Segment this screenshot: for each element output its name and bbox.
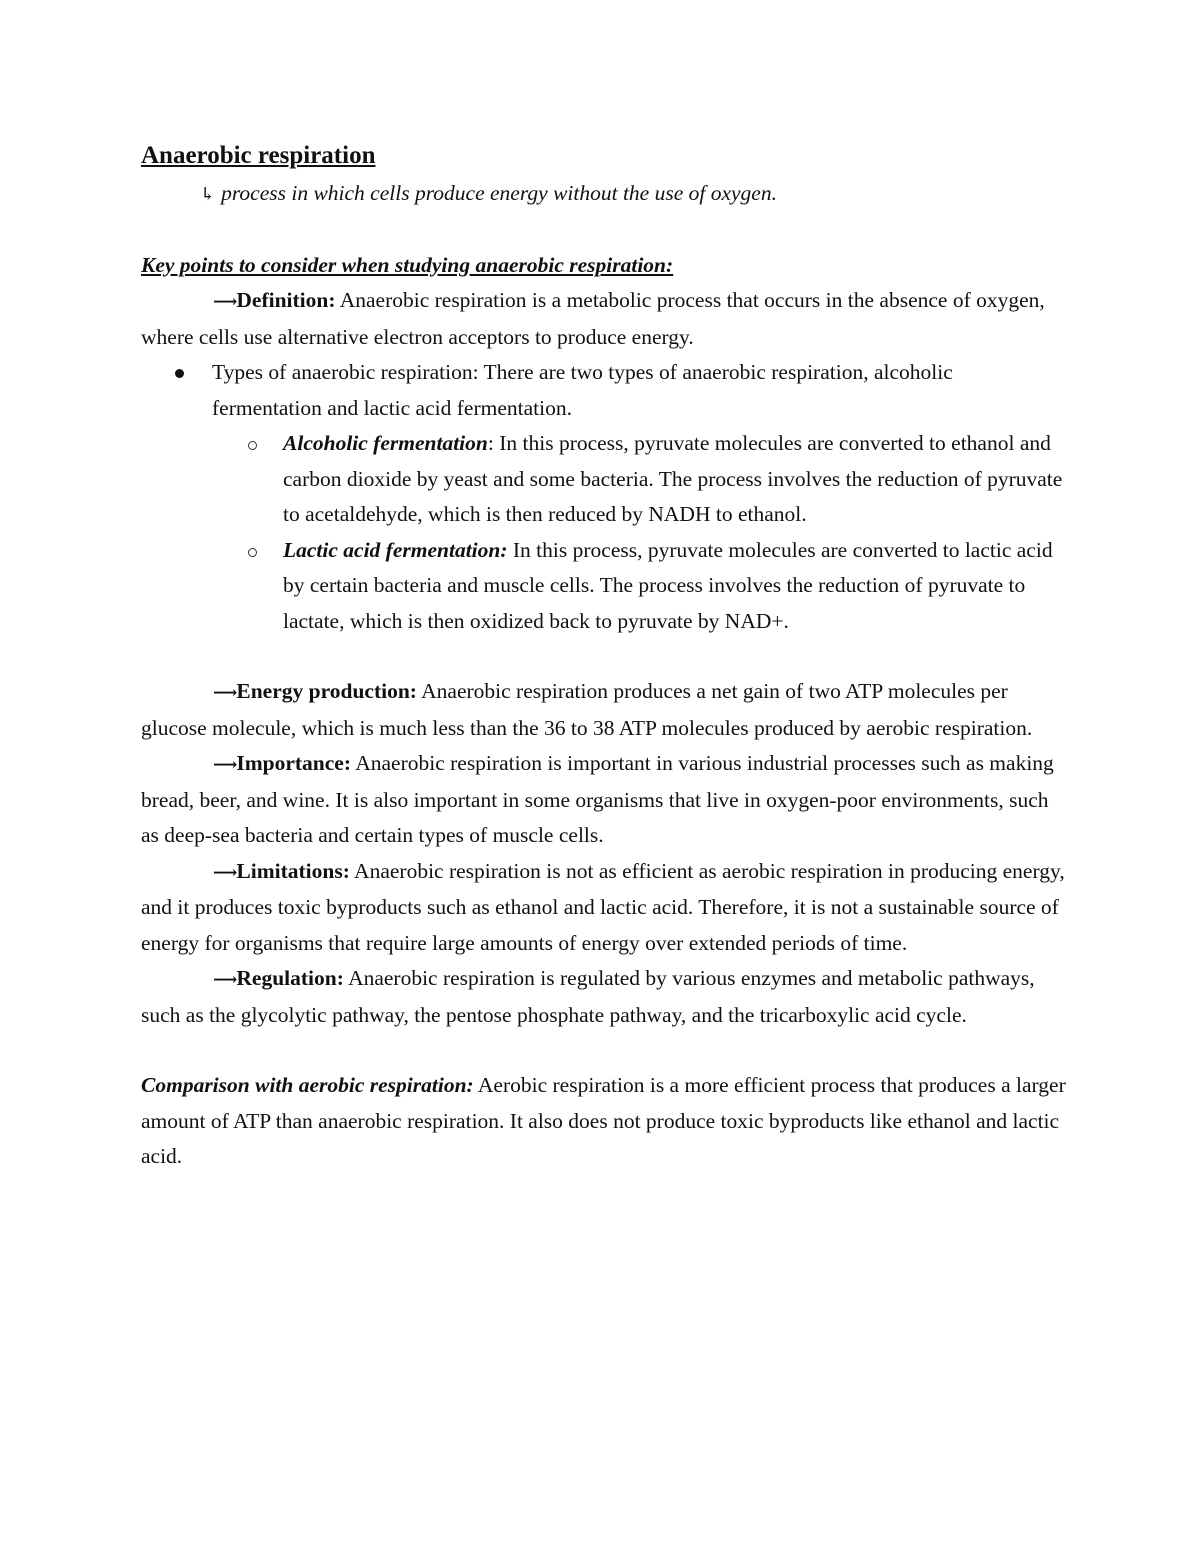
spacer [141, 1033, 1066, 1068]
comparison-term: Comparison with aerobic respiration: [141, 1073, 474, 1097]
right-arrow-icon: ⟶ [213, 970, 237, 989]
definition-text: Anaerobic respiration is a metabolic process that occurs in the absence of oxygen, where cells use alternative electron acceptors to produce energy. [141, 288, 1045, 349]
energy-production-term: Energy production: [236, 679, 417, 703]
alcoholic-fermentation-separator: : [487, 431, 500, 455]
types-bullet [212, 355, 1066, 426]
document-title: Anaerobic respiration [141, 142, 376, 169]
spacer [141, 639, 1066, 674]
energy-production-paragraph [141, 674, 1066, 746]
lactic-acid-fermentation-text: In this process, pyruvate molecules are converted to lactic acid by certain bacteria and muscle cells. The process involves the reduction of pyruvate to lactate, which is then oxidized back to pyruvate by NAD+. [283, 537, 1053, 633]
right-arrow-icon: ⟶ [213, 755, 237, 774]
limitations-text: Anaerobic respiration is not as efficient as aerobic respiration in producing energy, and it produces toxic byproducts such as ethanol and lactic acid. Therefore, it is not a sustainable source of energy for organisms that require large amounts of energy over extended periods of time. [141, 858, 1065, 955]
title-description [141, 176, 1066, 213]
right-arrow-icon: ⟶ [213, 862, 237, 882]
comparison-paragraph [141, 1068, 1066, 1175]
comparison-text: Aerobic respiration is a more efficient process that produces a larger amount of ATP than anaerobic respiration. It also does not produce toxic byproducts like ethanol and lactic acid. [141, 1073, 1066, 1168]
hollow-bullet-icon [248, 441, 257, 450]
definition-term: Definition: [236, 288, 336, 312]
limitations-paragraph [141, 854, 1066, 962]
right-arrow-icon: ⟶ [213, 683, 237, 702]
bullet-icon [175, 369, 184, 378]
types-text: Types of anaerobic respiration: There are two types of anaerobic respiration, alcoholic fermentation and lactic acid fermentation. [212, 360, 953, 420]
key-points-heading: Key points to consider when studying anaerobic respiration: [141, 252, 674, 277]
lactic-acid-fermentation-item [283, 533, 1066, 640]
description-text: process in which cells produce energy without the use of oxygen. [221, 181, 777, 205]
regulation-text: Anaerobic respiration is regulated by various enzymes and metabolic pathways, such as the glycolytic pathway, the pentose phosphate pathway, and the tricarboxylic acid cycle. [141, 966, 1035, 1027]
importance-term: Importance: [236, 751, 352, 775]
limitations-term: Limitations: [236, 858, 350, 883]
alcoholic-fermentation-item [283, 426, 1066, 533]
alcoholic-fermentation-text: In this process, pyruvate molecules are converted to ethanol and carbon dioxide by yeast and some bacteria. The process involves the reduction of pyruvate to acetaldehyde, which is then reduced by NADH to ethanol. [283, 431, 1063, 526]
right-arrow-icon: ⟶ [213, 292, 237, 311]
document-page [141, 138, 1066, 1175]
regulation-term: Regulation: [236, 966, 344, 990]
down-right-arrow-icon: ↳ [200, 184, 216, 204]
alcoholic-fermentation-term: Alcoholic fermentation [283, 431, 488, 455]
importance-paragraph [141, 746, 1066, 854]
hollow-bullet-icon [248, 548, 257, 557]
energy-production-text: Anaerobic respiration produces a net gain of two ATP molecules per glucose molecule, which is much less than the 36 to 38 ATP molecules produced by aerobic respiration. [141, 679, 1033, 740]
regulation-paragraph [141, 961, 1066, 1033]
lactic-acid-fermentation-term: Lactic acid fermentation: [283, 537, 508, 562]
definition-paragraph [141, 283, 1066, 355]
importance-text: Anaerobic respiration is important in various industrial processes such as making bread, beer, and wine. It is also important in some organisms that live in oxygen-poor environments, such as deep-sea bacteria and certain types of muscle cells. [141, 751, 1054, 847]
